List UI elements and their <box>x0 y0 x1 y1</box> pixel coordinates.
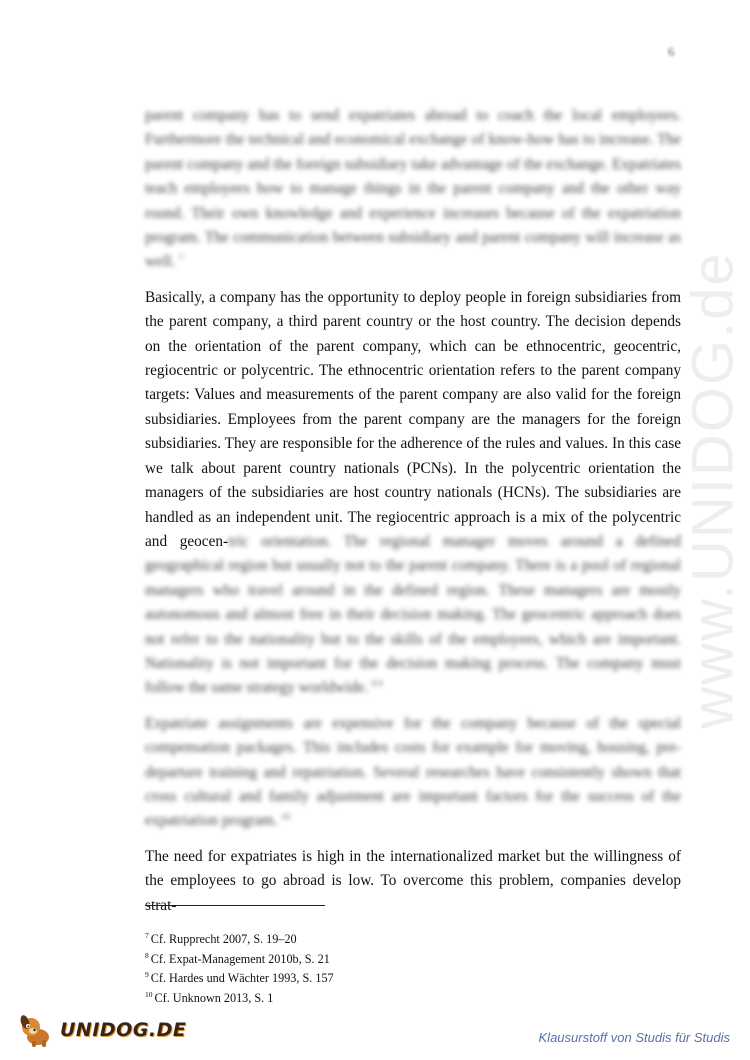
footnote: $^7$ Cf. Rupprecht 2007, S. 19–20 <box>145 931 297 947</box>
footnote: $^{10}$ Cf. Unknown 2013, S. 1 <box>145 989 274 1005</box>
logo-text: UNIDOG.DE <box>60 1019 187 1041</box>
footer-tagline: Klausurstoff von Studis für Studis <box>538 1030 730 1045</box>
footnote-ref: 7 <box>179 252 184 263</box>
blurred-paragraph: Expatriate assignments are expensive for the company because of the special compensation packages. This includes costs for example for moving, housing, pre-departure training and repatriation. Several researches have consistently shown that cross cultural and family adjustment are important factors for the success of the expatriation program. $^{10}$ <box>145 714 681 830</box>
footnotes <box>145 928 334 1006</box>
page-number: 6 <box>668 44 675 59</box>
footnote: $^8$ Cf. Expat-Management 2010b, S. 21 <box>145 950 330 966</box>
document-body <box>145 104 681 929</box>
dog-mascot-icon <box>17 1010 57 1050</box>
footnote-ref: 10 <box>281 811 290 822</box>
footnote-divider <box>145 905 325 906</box>
visible-text: Basically, a company has the opportunity to deploy people in foreign subsidiaries from the parent company, a third parent country or the host country. The decision depends on the orientation of the parent company, which can be ethnocentric, geocentric, regiocentric or polycentric. The ethnocentric orientation refers to the parent company targets: Values and measurements of the parent company are also valid for the foreign subsidiaries. Employees from the parent company are the managers for the foreign subsidiaries. They are responsible for the adherence of the rules and values. In this case we talk about parent country nationals (PCNs). In the polycentric orientation the managers of the subsidiaries are host country nationals (HCNs). The subsidiaries are handled as an independent unit. The regiocentric approach is a mix of the polycentric and geocen- <box>145 288 681 550</box>
blurred-text: tric orientation. The regional manager moves around a defined geographical region but usually not to the parent company. There is a pool of regional managers who travel around in the defined region. These managers are mostly autonomous and almost free in their decision making. The geocentric approach does not refer to the nationality but to the skills of the employees, which are important. Nationality is not important for the decision making process. The company must follow the same strategy worldwide. $^{8 9}$ <box>145 532 681 697</box>
footnote: $^9$ Cf. Hardes und Wächter 1993, S. 157 <box>145 970 334 986</box>
watermark: www.UNIDOG.de <box>680 251 746 729</box>
paragraph-orientation <box>145 286 681 701</box>
unidog-logo <box>17 1010 186 1050</box>
paragraph-expatriates: The need for expatriates is high in the internationalized market but the willingness of the employees to go abroad is low. To overcome this problem, companies develop strat- <box>145 847 681 914</box>
blurred-paragraph: parent company has to send expatriates abroad to coach the local employees. Furthermore the technical and economical exchange of know-how has to increase. The parent company and the foreign subsidiary take advantage of the exchange. Expatriates teach employees how to manage things in the parent company and the other way round. Their own knowledge and experience increases because of the expatriation program. The communication between subsidiary and parent company will increase as well. $^7$ <box>145 107 681 271</box>
